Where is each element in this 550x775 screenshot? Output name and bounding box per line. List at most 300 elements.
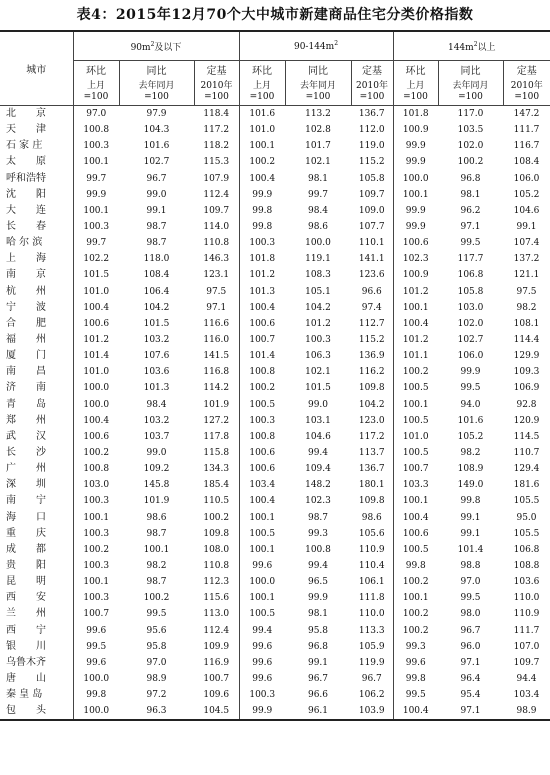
index-value: 99.9 — [393, 138, 438, 154]
index-value: 104.3 — [143, 125, 170, 136]
index-value: 100.3 — [73, 138, 119, 154]
index-value: 110.9 — [513, 609, 540, 620]
index-value: 100.4 — [239, 493, 285, 509]
index-value: 97.2 — [146, 690, 167, 701]
index-value: 111.7 — [513, 625, 540, 636]
index-value: 96.8 — [460, 173, 481, 184]
index-value: 100.7 — [239, 332, 285, 348]
table-row — [0, 235, 550, 251]
index-value: 100.2 — [73, 542, 119, 558]
index-value: 99.8 — [393, 558, 438, 574]
index-value: 100.7 — [203, 673, 230, 684]
index-value: 100.0 — [73, 380, 119, 396]
index-value: 100.0 — [239, 574, 285, 590]
index-value: 105.6 — [358, 528, 385, 539]
group-header-large-sup: 2 — [473, 40, 478, 48]
index-value: 101.3 — [239, 284, 285, 300]
city-name: 济 南 — [6, 382, 46, 394]
index-value: 99.0 — [307, 399, 329, 410]
index-value: 110.8 — [203, 561, 230, 571]
city-name: 福 州 — [6, 334, 46, 346]
index-value: 113.2 — [305, 109, 331, 120]
index-value: 100.5 — [393, 413, 438, 429]
index-value: 100.2 — [393, 364, 438, 380]
index-value: 99.6 — [239, 671, 285, 687]
table-row — [0, 364, 550, 380]
index-value: 106.9 — [513, 383, 540, 394]
index-value: 115.2 — [358, 157, 385, 168]
base-header — [393, 78, 438, 106]
base-line2: =100 — [144, 91, 169, 102]
index-value: 94.0 — [460, 399, 481, 410]
index-value: 101.2 — [73, 332, 119, 348]
index-value: 106.2 — [358, 690, 385, 701]
index-value: 100.5 — [393, 542, 438, 558]
index-value: 99.6 — [239, 655, 285, 671]
index-value: 109.6 — [203, 690, 230, 701]
city-name: 哈 尔 滨 — [6, 237, 43, 249]
category-header: 定基 — [351, 61, 393, 79]
group-header-medium — [239, 31, 393, 61]
index-value: 103.3 — [393, 477, 438, 493]
index-value: 99.1 — [460, 528, 481, 539]
index-value: 99.9 — [73, 187, 119, 203]
index-value: 105.1 — [305, 286, 331, 297]
table-row — [0, 380, 550, 396]
index-value: 102.2 — [73, 251, 119, 267]
city-name: 大 连 — [6, 204, 46, 216]
index-value: 98.4 — [307, 205, 329, 216]
city-name: 石 家 庄 — [6, 140, 43, 152]
table-row — [0, 687, 550, 703]
index-value: 103.6 — [143, 367, 170, 378]
group-header-medium-sup: 2 — [334, 40, 339, 47]
index-value: 100.6 — [393, 526, 438, 542]
index-value: 99.3 — [393, 639, 438, 655]
index-value: 111.8 — [358, 593, 385, 604]
index-value: 100.3 — [73, 526, 119, 542]
index-value: 109.4 — [305, 464, 331, 475]
index-value: 99.8 — [239, 219, 285, 235]
category-header: 同比 — [285, 61, 351, 79]
index-value: 98.6 — [361, 512, 382, 523]
index-value: 99.3 — [307, 528, 329, 539]
index-value: 101.2 — [393, 332, 438, 348]
index-value: 100.0 — [73, 397, 119, 413]
index-value: 103.4 — [239, 477, 285, 493]
table-row — [0, 445, 550, 461]
index-value: 102.0 — [457, 141, 484, 152]
index-value: 118.0 — [143, 254, 170, 265]
index-value: 102.7 — [457, 335, 484, 346]
index-value: 117.0 — [457, 109, 484, 120]
index-value: 113.0 — [203, 609, 230, 620]
index-value: 99.9 — [239, 703, 285, 720]
index-value: 107.4 — [513, 238, 540, 249]
table-row — [0, 316, 550, 332]
table-row — [0, 461, 550, 477]
category-header: 定基 — [503, 61, 550, 79]
index-value: 100.7 — [73, 606, 119, 622]
index-value: 108.0 — [203, 544, 230, 555]
index-value: 92.8 — [516, 399, 537, 410]
index-value: 97.0 — [460, 577, 481, 588]
index-value: 99.6 — [393, 655, 438, 671]
index-value: 101.3 — [143, 383, 170, 394]
index-value: 98.4 — [146, 399, 167, 410]
index-value: 96.1 — [285, 703, 351, 720]
base-line1: 2010年 — [200, 80, 233, 91]
index-value: 101.9 — [143, 496, 170, 507]
index-value: 100.4 — [393, 510, 438, 526]
table-row — [0, 300, 550, 316]
index-value: 99.0 — [146, 189, 167, 200]
index-value: 99.4 — [307, 561, 329, 571]
table-row — [0, 348, 550, 364]
index-value: 97.9 — [146, 109, 167, 120]
index-value: 100.2 — [73, 445, 119, 461]
index-value: 109.7 — [358, 189, 385, 200]
index-value: 100.6 — [73, 316, 119, 332]
index-value: 100.3 — [73, 558, 119, 574]
index-value: 127.2 — [203, 415, 230, 426]
index-value: 100.6 — [393, 235, 438, 251]
index-value: 96.5 — [307, 577, 329, 588]
index-value: 101.5 — [143, 318, 170, 329]
city-name: 重 庆 — [6, 527, 46, 539]
index-value: 100.1 — [73, 203, 119, 219]
table-row — [0, 187, 550, 203]
base-line1: 2010年 — [356, 80, 388, 91]
index-value: 117.2 — [203, 125, 230, 136]
index-value: 96.6 — [361, 286, 382, 297]
index-value: 97.0 — [146, 657, 167, 668]
index-value: 129.4 — [513, 464, 540, 475]
index-value: 137.2 — [513, 254, 540, 265]
index-value: 97.5 — [206, 286, 227, 297]
index-value: 95.8 — [146, 641, 167, 652]
group-header-large-suffix: 以上 — [477, 42, 496, 53]
index-value: 108.4 — [513, 157, 540, 168]
city-name: 武 汉 — [6, 430, 46, 442]
base-header — [194, 78, 239, 106]
index-value: 99.9 — [393, 203, 438, 219]
index-value: 100.5 — [239, 526, 285, 542]
index-value: 98.7 — [146, 577, 167, 588]
index-value: 100.1 — [239, 510, 285, 526]
index-value: 98.2 — [146, 561, 167, 571]
index-value: 99.9 — [460, 367, 481, 378]
city-name: 宁 波 — [6, 301, 46, 313]
index-value: 108.9 — [457, 464, 484, 475]
index-value: 97.1 — [460, 222, 481, 233]
city-name: 合 肥 — [6, 317, 46, 329]
base-header — [438, 78, 503, 106]
index-value: 103.0 — [457, 302, 484, 313]
index-value: 100.5 — [239, 397, 285, 413]
index-value: 98.0 — [460, 609, 481, 620]
index-value: 100.9 — [393, 122, 438, 138]
index-value: 146.3 — [203, 254, 230, 265]
index-value: 99.7 — [73, 235, 119, 251]
index-value: 123.0 — [358, 415, 385, 426]
index-value: 105.9 — [358, 641, 385, 652]
index-value: 100.2 — [393, 623, 438, 639]
table-header — [0, 31, 550, 106]
index-value: 120.9 — [513, 415, 540, 426]
index-value: 106.0 — [513, 173, 540, 184]
index-value: 100.1 — [73, 510, 119, 526]
index-value: 99.6 — [73, 655, 119, 671]
index-value: 100.3 — [305, 335, 331, 346]
index-value: 96.7 — [460, 625, 481, 636]
index-value: 105.8 — [358, 173, 385, 184]
base-header — [351, 78, 393, 106]
index-value: 100.1 — [239, 138, 285, 154]
index-value: 100.1 — [73, 574, 119, 590]
group-header-small-sup: 2 — [150, 40, 155, 48]
city-name: 兰 州 — [6, 608, 46, 620]
index-value: 101.8 — [239, 251, 285, 267]
table-title: 表4：2015年12月70个大中城市新建商品住宅分类价格指数 — [76, 7, 474, 23]
index-value: 101.5 — [305, 383, 331, 394]
index-value: 99.9 — [239, 187, 285, 203]
index-value: 104.2 — [305, 302, 331, 313]
index-value: 109.8 — [358, 496, 385, 507]
index-value: 101.6 — [143, 141, 170, 152]
index-value: 100.3 — [73, 219, 119, 235]
index-value: 99.8 — [73, 687, 119, 703]
index-value: 107.0 — [513, 641, 540, 652]
table-body — [0, 106, 550, 721]
index-value: 113.3 — [358, 625, 385, 636]
index-value: 99.5 — [146, 609, 167, 620]
index-value: 102.3 — [305, 496, 331, 507]
index-value: 97.1 — [438, 703, 503, 720]
table-row — [0, 284, 550, 300]
category-header: 环比 — [73, 61, 119, 79]
index-value: 98.9 — [146, 673, 167, 684]
index-value: 115.6 — [203, 593, 230, 604]
table-row — [0, 138, 550, 154]
city-name: 贵 阳 — [6, 560, 46, 571]
index-value: 110.5 — [203, 496, 230, 507]
index-value: 101.5 — [73, 267, 119, 283]
index-value: 114.2 — [203, 383, 230, 394]
index-value: 110.8 — [203, 238, 230, 249]
base-line2: =100 — [458, 91, 483, 102]
index-value: 107.9 — [203, 173, 230, 184]
index-value: 96.6 — [307, 690, 329, 701]
index-value: 100.6 — [73, 429, 119, 445]
index-value: 99.0 — [146, 448, 167, 459]
index-value: 100.6 — [239, 461, 285, 477]
index-value: 181.6 — [513, 480, 540, 491]
city-name: 长 沙 — [6, 447, 46, 459]
index-value: 117.7 — [457, 254, 484, 265]
city-name: 海 口 — [6, 511, 46, 523]
index-value: 109.9 — [203, 641, 230, 652]
index-value: 98.7 — [307, 512, 329, 523]
index-value: 108.4 — [143, 270, 170, 281]
city-name: 包 头 — [0, 703, 73, 720]
index-value: 103.7 — [143, 431, 170, 442]
index-value: 110.7 — [513, 448, 540, 459]
index-value: 96.7 — [146, 173, 167, 184]
index-value: 101.8 — [393, 106, 438, 123]
base-line2: =100 — [249, 91, 275, 102]
index-value: 103.9 — [351, 703, 393, 720]
index-value: 100.4 — [73, 413, 119, 429]
city-name: 北 京 — [6, 108, 46, 120]
index-value: 100.1 — [73, 154, 119, 170]
index-value: 105.5 — [513, 496, 540, 507]
index-value: 109.8 — [203, 528, 230, 539]
index-value: 116.9 — [203, 657, 230, 668]
base-header — [239, 78, 285, 106]
index-value: 147.2 — [513, 109, 540, 120]
city-name: 西 宁 — [6, 624, 46, 636]
index-value: 107.6 — [143, 351, 170, 362]
index-value: 100.0 — [305, 238, 331, 249]
index-value: 109.3 — [513, 367, 540, 378]
base-line1: 上月 — [406, 80, 425, 91]
base-line2: =100 — [514, 91, 540, 102]
index-value: 108.1 — [513, 318, 540, 329]
base-line2: =100 — [403, 91, 428, 102]
city-name: 杭 州 — [6, 285, 46, 297]
index-value: 180.1 — [358, 480, 385, 491]
index-value: 107.7 — [358, 222, 385, 233]
index-value: 99.4 — [307, 448, 329, 459]
index-value: 100.2 — [239, 154, 285, 170]
index-value: 185.4 — [203, 480, 230, 491]
index-value: 106.8 — [513, 544, 540, 555]
index-value: 100.8 — [305, 544, 331, 555]
index-value: 149.0 — [457, 480, 484, 491]
index-value: 100.6 — [239, 316, 285, 332]
index-value: 99.5 — [393, 687, 438, 703]
index-value: 119.0 — [358, 141, 385, 152]
city-name: 长 春 — [6, 221, 46, 233]
index-value: 100.8 — [239, 429, 285, 445]
index-value: 99.6 — [239, 558, 285, 574]
index-value: 101.2 — [393, 284, 438, 300]
city-name: 上 海 — [6, 253, 46, 265]
index-value: 117.2 — [358, 431, 385, 442]
index-value: 102.7 — [143, 157, 170, 168]
index-value: 99.1 — [516, 222, 537, 233]
city-name: 秦 皇 岛 — [6, 689, 43, 701]
table-row — [0, 655, 550, 671]
index-value: 100.1 — [239, 590, 285, 606]
index-value: 101.0 — [73, 364, 119, 380]
base-line2: =100 — [204, 91, 229, 102]
index-value: 100.1 — [393, 397, 438, 413]
group-header-large-prefix: 144m — [447, 42, 474, 53]
index-value: 98.2 — [516, 302, 537, 313]
table-row — [0, 558, 550, 574]
table-row — [0, 671, 550, 687]
index-value: 113.7 — [358, 448, 385, 459]
index-value: 136.7 — [358, 109, 385, 120]
index-value: 117.8 — [203, 431, 230, 442]
index-value: 112.4 — [203, 625, 230, 636]
index-value: 105.2 — [457, 431, 484, 442]
table-row — [0, 154, 550, 170]
index-value: 101.0 — [73, 284, 119, 300]
table-row — [0, 606, 550, 622]
index-value: 116.2 — [358, 367, 385, 378]
table-row — [0, 413, 550, 429]
base-line1: 2010年 — [510, 80, 543, 91]
table-row — [0, 267, 550, 283]
index-value: 100.5 — [393, 445, 438, 461]
index-value: 101.0 — [393, 429, 438, 445]
index-value: 100.7 — [393, 461, 438, 477]
index-value: 115.3 — [203, 157, 230, 168]
index-value: 98.2 — [460, 448, 481, 459]
index-value: 99.6 — [239, 639, 285, 655]
index-value: 100.1 — [393, 590, 438, 606]
index-value: 100.4 — [393, 703, 438, 720]
city-name: 唐 山 — [6, 672, 46, 684]
group-header-small-prefix: 90m — [130, 42, 151, 53]
index-value: 104.2 — [358, 399, 385, 410]
index-value: 118.2 — [203, 141, 230, 152]
index-value: 103.6 — [513, 577, 540, 588]
index-value: 101.6 — [239, 106, 285, 123]
index-value: 103.5 — [457, 125, 484, 136]
index-value: 100.4 — [239, 171, 285, 187]
index-value: 116.0 — [203, 335, 230, 346]
index-value: 114.4 — [513, 335, 540, 346]
index-value: 109.0 — [358, 205, 385, 216]
index-value: 116.6 — [203, 318, 230, 329]
index-value: 123.6 — [358, 270, 385, 281]
index-value: 129.9 — [513, 351, 540, 362]
table-row — [0, 493, 550, 509]
index-value: 106.8 — [457, 270, 484, 281]
city-name: 天 津 — [6, 124, 46, 136]
index-value: 99.8 — [460, 496, 481, 507]
index-value: 95.6 — [146, 625, 167, 636]
index-value: 99.1 — [460, 512, 481, 523]
table-row — [0, 590, 550, 606]
index-value: 119.9 — [358, 657, 385, 668]
index-value: 103.1 — [305, 415, 331, 426]
index-value: 145.8 — [143, 480, 170, 491]
index-value: 100.2 — [457, 157, 484, 168]
index-value: 100.3 — [239, 687, 285, 703]
index-value: 99.1 — [146, 205, 167, 216]
index-value: 99.8 — [393, 671, 438, 687]
city-name: 昆 明 — [6, 576, 46, 588]
city-name: 广 州 — [6, 463, 46, 475]
index-value: 98.7 — [146, 222, 167, 233]
base-line2: =100 — [305, 91, 331, 102]
index-value: 101.2 — [239, 267, 285, 283]
index-value: 110.4 — [358, 561, 385, 571]
index-value: 110.0 — [358, 609, 385, 620]
index-value: 96.7 — [361, 673, 382, 684]
table-row — [0, 526, 550, 542]
index-value: 95.0 — [516, 512, 537, 523]
index-value: 101.4 — [239, 348, 285, 364]
table-row — [0, 429, 550, 445]
index-value: 101.2 — [305, 318, 331, 329]
index-value: 100.2 — [203, 512, 230, 523]
